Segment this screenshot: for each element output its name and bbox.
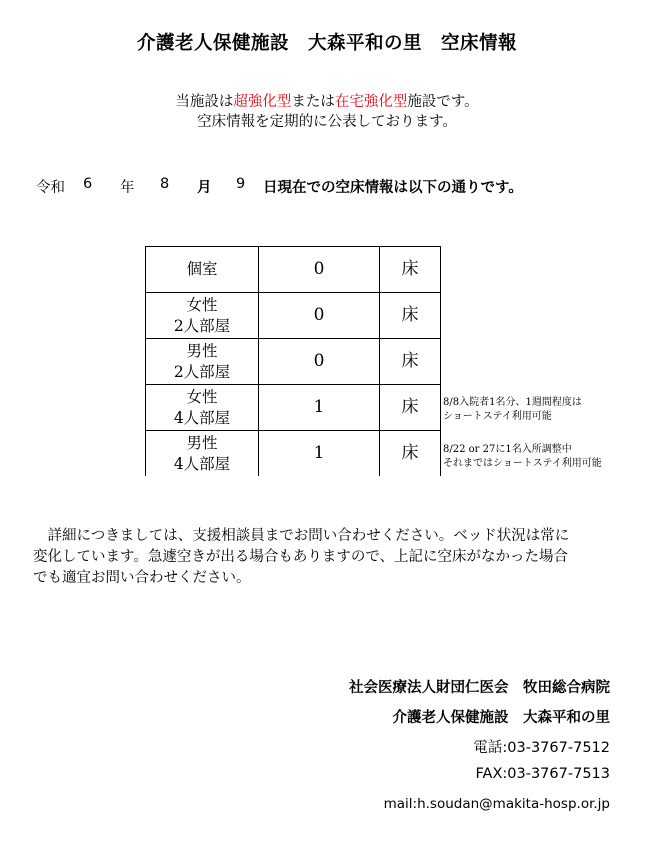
room-gender-label: 男性 xyxy=(186,341,218,360)
home-enhanced-type-highlight: 在宅強化型 xyxy=(334,94,408,110)
super-enhanced-type-highlight: 超強化型 xyxy=(233,94,292,110)
intro-text-segment: 施設です。 xyxy=(407,94,479,110)
footer-email[interactable]: mail:h.soudan@makita-hosp.or.jp xyxy=(383,796,610,812)
details-line: でも適宜お問い合わせください。 xyxy=(33,570,251,586)
unit-cell: 床 xyxy=(380,385,441,431)
table-row xyxy=(146,339,441,385)
room-size-label: 2人部屋 xyxy=(173,362,231,381)
intro-text-segment: 当施設は xyxy=(175,94,234,110)
details-paragraph xyxy=(33,526,623,589)
note-line: ショートステイ利用可能 xyxy=(443,411,552,422)
intro-text xyxy=(0,92,654,132)
page-title: 介護老人保健施設 大森平和の里 空床情報 xyxy=(136,33,517,54)
room-type-cell xyxy=(146,293,259,339)
footer-phone: 電話:03-3767-7512 xyxy=(473,740,610,756)
room-type-cell xyxy=(146,247,259,293)
footer-fax: FAX:03-3767-7513 xyxy=(475,766,610,782)
table-row xyxy=(146,431,441,477)
room-size-label: 4人部屋 xyxy=(173,454,231,473)
room-gender-label: 女性 xyxy=(186,387,218,406)
room-type-cell xyxy=(146,339,259,385)
room-size-label: 4人部屋 xyxy=(173,408,231,427)
table-row xyxy=(146,293,441,339)
row-note xyxy=(443,396,582,424)
intro-line-1 xyxy=(0,92,654,112)
date-year: 6 xyxy=(83,176,93,192)
vacancy-count-cell: 0 xyxy=(259,339,380,385)
note-line: それまではショートステイ利用可能 xyxy=(443,458,602,469)
date-day: 9 xyxy=(236,176,246,192)
vacancy-count-cell: 1 xyxy=(259,431,380,477)
note-line: 8/22 or 27に1名入所調整中 xyxy=(443,444,572,455)
room-type-label: 個室 xyxy=(186,260,218,278)
vacancy-count-cell: 0 xyxy=(259,293,380,339)
unit-cell: 床 xyxy=(380,339,441,385)
details-line: 変化しています。急遽空きが出る場合もありますので、上記に空床がなかった場合 xyxy=(33,549,569,565)
date-month-unit: 月 xyxy=(197,180,212,196)
intro-text-segment: または xyxy=(291,94,335,110)
vacancy-count-cell: 1 xyxy=(259,385,380,431)
room-size-label: 2人部屋 xyxy=(173,316,231,335)
vacancy-count-cell: 0 xyxy=(259,247,380,293)
table-row xyxy=(146,385,441,431)
room-type-cell xyxy=(146,431,259,477)
row-note xyxy=(443,443,602,471)
footer-organization: 社会医療法人財団仁医会 牧田総合病院 xyxy=(349,680,610,696)
vacancy-table xyxy=(145,246,441,476)
table-row xyxy=(146,247,441,293)
date-suffix: 日現在での空床情報は以下の通りです。 xyxy=(263,180,523,196)
room-gender-label: 女性 xyxy=(186,295,218,314)
date-month: 8 xyxy=(160,176,170,192)
intro-line-2: 空床情報を定期的に公表しております。 xyxy=(197,114,457,130)
date-year-unit: 年 xyxy=(120,180,135,196)
date-era: 令和 xyxy=(36,180,65,196)
room-type-cell xyxy=(146,385,259,431)
details-line: 詳細につきましては、支援相談員までお問い合わせください。ベッド状況は常に xyxy=(33,528,570,544)
unit-cell: 床 xyxy=(380,247,441,293)
room-gender-label: 男性 xyxy=(186,433,218,452)
unit-cell: 床 xyxy=(380,293,441,339)
note-line: 8/8入院者1名分、1週間程度は xyxy=(443,397,582,408)
unit-cell: 床 xyxy=(380,431,441,477)
footer-facility-name: 介護老人保健施設 大森平和の里 xyxy=(392,710,610,726)
